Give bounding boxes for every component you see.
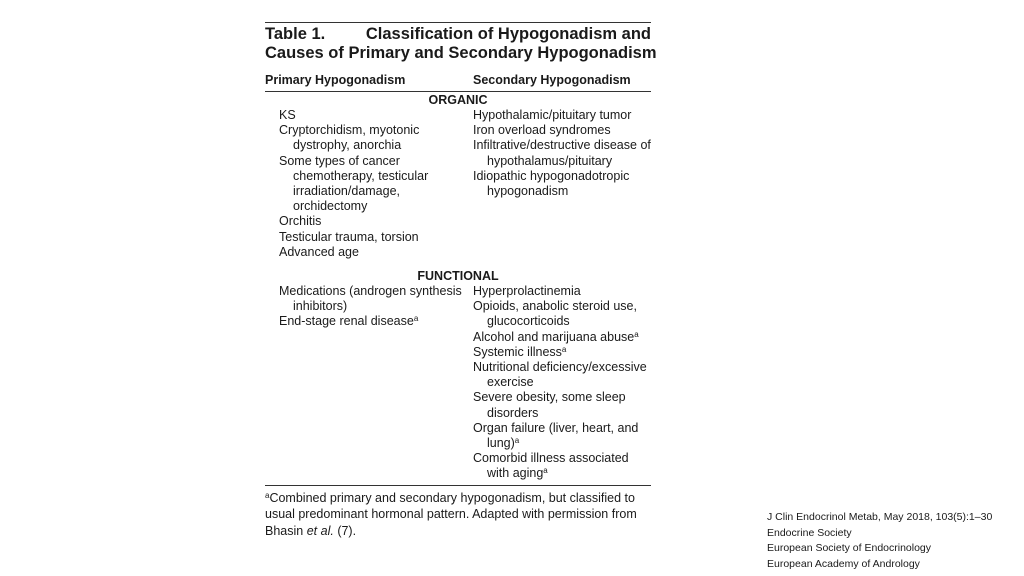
list-item-text: Systemic illness — [473, 344, 562, 359]
primary-column-header: Primary Hypogonadism — [265, 73, 406, 87]
list-item — [473, 451, 651, 481]
functional-heading: FUNCTIONAL — [417, 269, 499, 284]
list-item: KS — [279, 108, 296, 122]
footnote-marker: a — [561, 344, 567, 354]
citation-journal: J Clin Endocrinol Metab, May 2018, 103(5):1–30 — [767, 511, 993, 523]
list-item-text: Alcohol and marijuana abuse — [473, 329, 635, 344]
footnote-marker: a — [514, 436, 520, 446]
citation-block — [767, 510, 992, 572]
list-item: Cryptorchidism, myotonic dystrophy, anorchia — [279, 123, 420, 153]
footnote-marker: a — [634, 329, 639, 339]
citation-org-2: European Society of Endocrinology — [767, 542, 932, 555]
list-item: Hyperprolactinemia — [473, 284, 581, 299]
table-footnote — [265, 490, 651, 540]
list-item: Nutritional deficiency/excessive exercise — [473, 360, 647, 390]
table-label: Table 1. — [265, 25, 326, 43]
header-rule — [265, 91, 651, 92]
list-item: Advanced age — [279, 244, 359, 259]
bottom-rule — [265, 485, 651, 486]
footnote-marker: a — [265, 490, 270, 500]
list-item: Idiopathic hypogonadotropic hypogonadism — [473, 168, 630, 199]
list-item: Some types of cancer chemotherapy, testicular irradiation/damage, orchidectomy — [279, 153, 429, 214]
functional-secondary-list — [473, 284, 651, 482]
list-item: Orchitis — [279, 214, 322, 229]
footnote-marker: a — [543, 466, 548, 476]
list-item-text: Comorbid illness associated with aging — [473, 451, 629, 481]
organic-secondary-list — [473, 108, 651, 260]
list-item: Iron overload syndromes — [473, 123, 611, 138]
list-item: Infiltrative/destructive disease of hypothalamus/pituitary — [473, 138, 651, 168]
footnote-text: Combined primary and secondary hypogonadism, but classified to usual predominant hormonal pattern. Adapted with permission from Bhasin — [265, 490, 637, 538]
footnote-marker: a — [413, 314, 419, 324]
list-item: Testicular trauma, torsion — [279, 229, 419, 244]
classification-table — [265, 22, 657, 539]
table-title-line2: Causes of Primary and Secondary Hypogonadism — [265, 44, 657, 62]
citation-org-3: European Academy of Andrology — [767, 557, 920, 570]
list-item: Medications (androgen synthesis inhibitors) — [279, 284, 462, 314]
organic-primary-list — [265, 108, 473, 260]
table-title — [265, 25, 657, 63]
footnote-ref: (7). — [337, 523, 357, 538]
list-item — [473, 421, 651, 451]
top-rule — [265, 22, 651, 23]
list-item — [279, 314, 473, 329]
citation-org-1: Endocrine Society — [767, 526, 852, 539]
list-item: Hypothalamic/pituitary tumor — [473, 108, 632, 122]
list-item: Opioids, anabolic steroid use, glucocorticoids — [473, 299, 637, 329]
list-item: Severe obesity, some sleep disorders — [473, 390, 626, 420]
footnote-etal: et al. — [306, 523, 334, 538]
organic-section — [265, 108, 651, 260]
secondary-column-header: Secondary Hypogonadism — [473, 73, 631, 87]
functional-primary-list — [265, 284, 473, 482]
list-item — [473, 345, 651, 360]
list-item-text: Organ failure (liver, heart, and lung) — [473, 420, 639, 451]
list-item-text: End-stage renal disease — [279, 314, 414, 329]
organic-heading: ORGANIC — [428, 93, 488, 107]
table-title-line1: Classification of Hypogonadism and — [365, 25, 651, 43]
list-item — [473, 330, 651, 345]
functional-section — [265, 284, 651, 482]
column-headers — [265, 69, 651, 91]
